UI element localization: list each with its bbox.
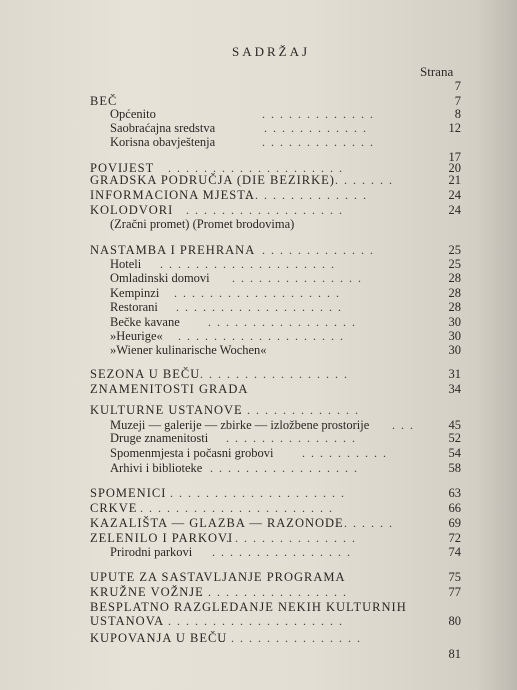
toc-entry [0,79,517,93]
toc-entry [0,585,517,599]
toc-entry-label: KULTURNE USTANOVE [90,403,243,417]
toc-entry-label: UPUTE ZA SASTAVLJANJE PROGRAMA [90,570,346,584]
toc-page-number: 69 [448,516,461,530]
toc-page-number: 7 [454,79,461,93]
toc-entry-label: (Zračni promet) (Promet brodovima) [110,217,295,231]
toc-entry-label: ZELENILO I PARKOVI [90,531,234,545]
toc-entry-label: USTANOVA [90,614,165,628]
toc-page-number: 45 [448,418,461,432]
toc-entry-label: SEZONA U BEČU [90,367,201,381]
toc-entry [0,614,517,628]
toc-page-number: 12 [448,121,461,135]
toc-entry [0,94,517,108]
toc-entry-label: Druge znamenitosti [110,431,209,445]
toc-entry [0,315,517,329]
toc-entry [0,431,517,445]
toc-page-number: 75 [448,570,461,584]
toc-entry [0,367,517,381]
toc-entry-label: Bečke kavane [110,315,180,329]
toc-page-number: 63 [448,486,461,500]
toc-entry-label: »Wiener kulinarische Wochen« [110,343,267,357]
toc-page-number: 72 [448,531,461,545]
toc-entry-label: KAZALIŠTA — GLAZBA — RAZONODE [90,516,344,530]
toc-page-number: 8 [454,107,461,121]
toc-page-number: 30 [448,329,461,343]
toc-page-number: 58 [448,461,461,475]
leader-dots: ... [392,418,419,432]
toc-entry [0,188,517,202]
leader-dots: .................... [170,486,350,500]
toc-entry-label: KRUŽNE VOŽNJE [90,585,204,599]
toc-page-number: 25 [448,257,461,271]
toc-entry-label: Muzeji — galerije — zbirke — izložbene prostorije [110,418,370,432]
toc-page-number: 30 [448,315,461,329]
leader-dots: ................... [178,329,349,343]
toc-entry-label: KOLODVORI [90,203,174,217]
toc-entry [0,203,517,217]
toc-entry [0,300,517,314]
toc-entry [0,135,517,149]
leader-dots: .................. [186,203,348,217]
toc-entry-label: Spomenmjesta i počasni grobovi [110,446,274,460]
leader-dots: ............. [262,135,379,149]
leader-dots: .................... [168,161,348,175]
toc-page-number: 66 [448,501,461,515]
toc-page-number: 28 [448,300,461,314]
leader-dots: ................. [210,461,363,475]
toc-entry-label: Općenito [110,107,156,121]
leader-dots: .................... [168,614,348,628]
leader-dots: ............... [232,271,367,285]
toc-entry [0,329,517,343]
toc-page-number: 24 [448,203,461,217]
toc-entry [0,243,517,257]
leader-dots: ............. [262,243,379,257]
toc-page-number: 28 [448,286,461,300]
toc-page-number: 54 [448,446,461,460]
toc-entry [0,257,517,271]
toc-page-number: 80 [448,614,461,628]
leader-dots: ................... [176,300,347,314]
toc-entry [0,382,517,396]
toc-entry [0,631,517,645]
toc-entry [0,545,517,559]
leader-dots: ............. [262,107,379,121]
toc-entry-label: Kempinzi [110,286,160,300]
toc-entry [0,271,517,285]
toc-page-number: 77 [448,585,461,599]
toc-page-number: 28 [448,271,461,285]
leader-dots: ............... [226,531,361,545]
toc-entry-label: GRADSKA PODRUČJA (DIE BEZIRKE) [90,173,335,187]
toc-page-number: 34 [448,382,461,396]
leader-dots: ........ [326,516,398,530]
toc-entry [0,531,517,545]
toc-entry-label: »Heurige« [110,329,163,343]
toc-entry-label: INFORMACIONA MJESTA [90,188,255,202]
toc-entry [0,446,517,460]
leader-dots: ................ [222,631,366,645]
toc-entry-label: Saobraćajna sredstva [110,121,216,135]
toc-page-number: 74 [448,545,461,559]
toc-entry-label: Korisna obavještenja [110,135,216,149]
toc-entry [0,461,517,475]
toc-entry-label: Omladinski domovi [110,271,210,285]
toc-entry-label: NASTAMBA I PREHRANA [90,243,256,257]
toc-page-number: 52 [448,431,461,445]
toc-page-number: 31 [448,367,461,381]
toc-page-number: 21 [448,173,461,187]
toc-entry [0,343,517,357]
toc-entry [0,600,517,614]
toc-entry-label: Prirodni parkovi [110,545,193,559]
leader-dots: .................... [160,257,340,271]
toc-entry-label: ZNAMENITOSTI GRADA [90,382,249,396]
leader-dots: ........ [326,173,398,187]
toc-entry-label: KUPOVANJA U BEČU [90,631,228,645]
leader-dots: ............ [264,121,372,135]
leader-dots: .......... [302,446,392,460]
toc-entry-label: SPOMENICI [90,486,167,500]
toc-entry-label: Hoteli [110,257,142,271]
toc-page-number: 20 [448,161,461,175]
leader-dots: ................... [174,286,345,300]
leader-dots: ................ [212,545,356,559]
toc-entry [0,418,517,432]
toc-page-number: 30 [448,343,461,357]
leader-dots: ................. [200,367,353,381]
toc-entry-label: CRKVE [90,501,138,515]
toc-entry [0,121,517,135]
toc-entry [0,516,517,530]
toc-page-number: 25 [448,243,461,257]
toc-entry [0,403,517,417]
toc-entry [0,286,517,300]
toc-page-number: 24 [448,188,461,202]
toc-page-number: 81 [448,647,461,661]
toc-entry [0,173,517,187]
toc-entry [0,570,517,584]
toc-entry [0,486,517,500]
toc-entry-label: Arhivi i biblioteke [110,461,203,475]
toc-entry [0,217,517,231]
toc-page-number: 7 [454,94,461,108]
leader-dots: ...................... [140,501,338,515]
leader-dots: ................. [208,315,361,329]
toc-entry [0,501,517,515]
toc-entry-label: BESPLATNO RAZGLEDANJE NEKIH KULTURNIH [90,600,407,614]
leader-dots: .............. [238,403,364,417]
leader-dots: .............. [246,188,372,202]
page-title: SADRŽAJ [232,44,311,59]
toc-entry-label: POVIJEST [90,161,155,175]
toc-entry-label: BEČ [90,94,118,108]
toc-entry-label: Restorani [110,300,158,314]
leader-dots: .................. [190,585,352,599]
page-column-header: Strana [420,64,454,79]
toc-page-number: 17 [448,150,461,164]
toc-entry [0,647,517,661]
toc-entry [0,107,517,121]
leader-dots: ............... [226,431,361,445]
